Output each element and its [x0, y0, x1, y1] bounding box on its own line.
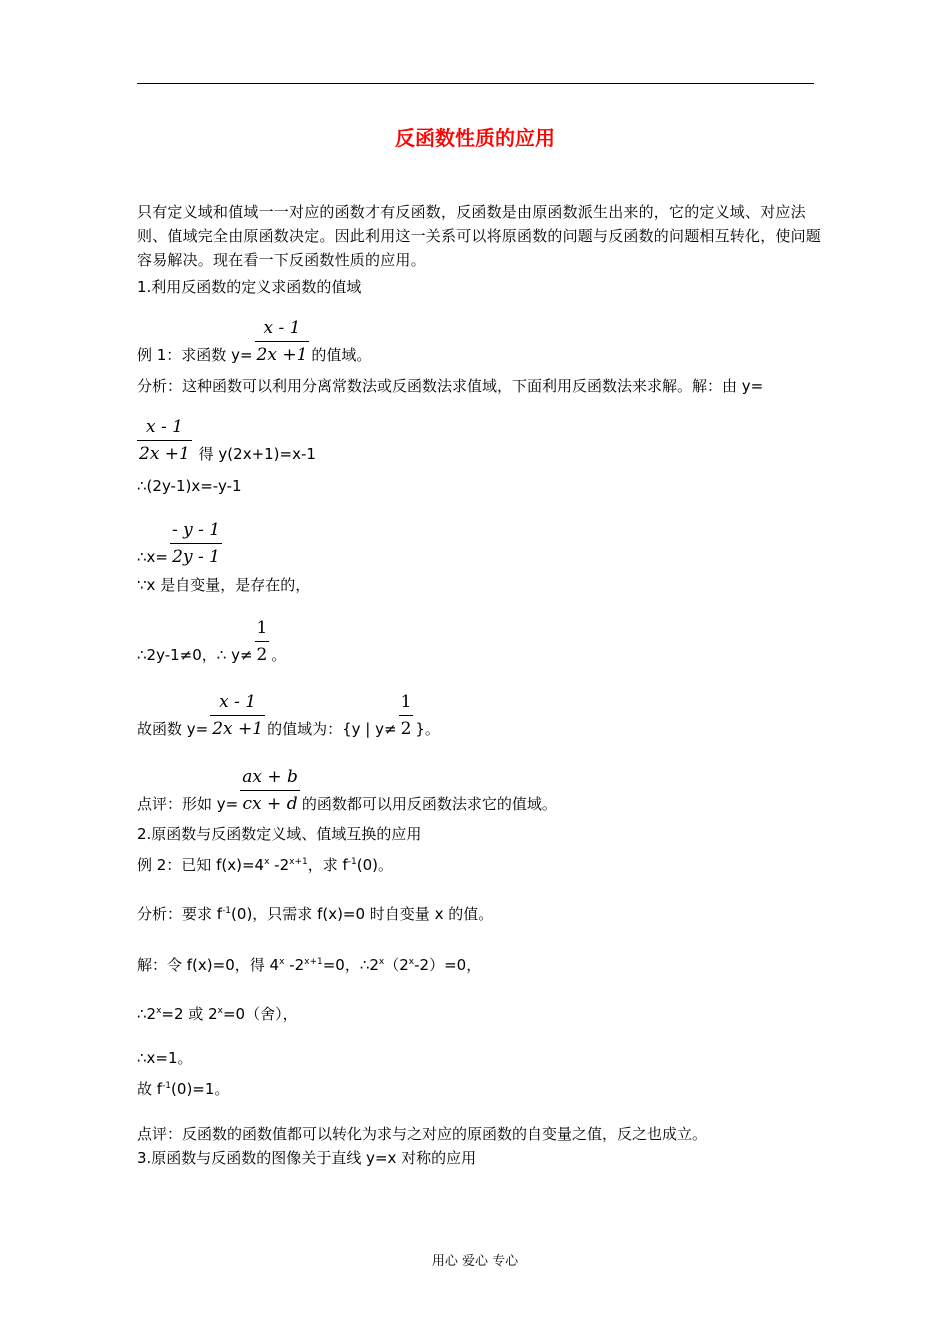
text-fragment: x - 1 [210, 692, 265, 716]
section-2-heading: 2.原函数与反函数定义域、值域互换的应用 [137, 825, 422, 843]
example-1-prefix: 例 1：求函数 y= [137, 346, 253, 364]
conclusion-1 [137, 692, 440, 753]
superscript: -1 [222, 906, 232, 916]
text-fragment: 。 [271, 646, 287, 664]
superscript: x [408, 957, 415, 967]
superscript: -1 [347, 857, 357, 867]
text-fragment: (0)=1。 [171, 1080, 230, 1098]
superscript: x [279, 957, 285, 967]
step-a: ∴(2y-1)x=-y-1 [137, 477, 242, 495]
text-fragment: ，求 f [307, 856, 348, 874]
superscript: x [264, 857, 270, 867]
text-fragment: x - 1 [255, 318, 310, 342]
analysis-2 [137, 904, 493, 927]
text-fragment: -2）=0， [414, 956, 482, 974]
superscript: x [156, 1006, 162, 1016]
text-fragment: 解：令 f(x)=0，得 4 [137, 956, 280, 974]
text-fragment: ∴x= [137, 548, 168, 566]
fraction-ax-plus-b-over-cx-plus-d [240, 767, 300, 814]
intro-paragraph: 只有定义域和值域一一对应的函数才有反函数，反函数是由原函数派生出来的，它的定义域、对应法则、值域完全由原函数决定。因此利用这一关系可以将原函数的问题与反函数的问题相互转化，使问题容易解决。现在看一下反函数性质的应用。 [137, 203, 822, 269]
example-1-suffix: 的值域。 [311, 346, 372, 364]
text-fragment: cx + d [242, 794, 298, 814]
text-fragment: 故 f [137, 1080, 163, 1098]
remark-1 [137, 767, 557, 828]
fraction-one-half-b [399, 692, 414, 739]
text-fragment: - y - 1 [170, 520, 222, 544]
superscript: x+1 [289, 857, 308, 867]
text-fragment: =2 或 2 [161, 1005, 218, 1023]
text-fragment: 故函数 y= [137, 720, 209, 738]
text-fragment: 2x +1 [256, 345, 308, 365]
solution-2-step-b [137, 1004, 298, 1027]
text-fragment: =0（舍）， [222, 1005, 298, 1023]
fraction-x-minus-1-over-2x-plus-1-b [137, 417, 192, 464]
header-rule [137, 83, 814, 84]
solution-2-step-c: ∴x=1。 [137, 1049, 193, 1067]
page-footer: 用心 爱心 专心 [431, 1254, 519, 1269]
text-fragment: （2 [384, 956, 409, 974]
example-1 [137, 318, 372, 379]
text-fragment: 2 [400, 719, 412, 739]
fraction-x-minus-1-over-2x-plus-1 [255, 318, 310, 365]
section-1-heading: 1.利用反函数的定义求函数的值域 [137, 278, 362, 296]
step-d [137, 618, 287, 679]
text-fragment: x - 1 [137, 417, 192, 441]
superscript: x [217, 1006, 223, 1016]
fraction-x-minus-1-over-2x-plus-1-c [210, 692, 265, 739]
solution-2 [137, 955, 481, 978]
text-fragment: 分析：要求 f [137, 905, 223, 923]
analysis-1-continued [137, 417, 316, 478]
solution-2-step-d [137, 1079, 229, 1102]
text-fragment: (0)。 [356, 856, 394, 874]
step-b [137, 520, 224, 581]
page-title: 反函数性质的应用 [395, 126, 555, 150]
text-fragment: 2x +1 [139, 444, 190, 464]
fraction-neg-y-minus-1-over-2y-minus-1 [170, 520, 222, 567]
step-c: ∵x 是自变量，是存在的， [137, 576, 311, 594]
text-fragment: }。 [415, 720, 440, 738]
text-fragment: 2 [256, 645, 268, 665]
text-fragment: =0，∴2 [322, 956, 379, 974]
text-fragment: ∴2y-1≠0，∴ y≠ [137, 646, 253, 664]
example-2 [137, 855, 393, 878]
superscript: x+1 [304, 957, 323, 967]
text-fragment: 2x +1 [212, 719, 264, 739]
analysis-1: 分析：这种函数可以利用分离常数法或反函数法求值域，下面利用反函数法来求解。解：由 y= [137, 377, 764, 395]
text-fragment: -2 [269, 856, 290, 874]
text-fragment: 例 2：已知 f(x)=4 [137, 856, 265, 874]
text-fragment: (0)，只需求 f(x)=0 时自变量 x 的值。 [231, 905, 494, 923]
text-fragment: 的函数都可以用反函数法求它的值域。 [301, 795, 557, 813]
text-fragment: -2 [284, 956, 305, 974]
text-fragment: 1 [399, 692, 414, 716]
text-fragment: ∴2 [137, 1005, 157, 1023]
fraction-one-half [255, 618, 270, 665]
superscript: -1 [162, 1081, 172, 1091]
text-fragment: 2y - 1 [172, 547, 220, 567]
text-fragment: 点评：形如 y= [137, 795, 239, 813]
superscript: x [378, 957, 385, 967]
remark-2: 点评：反函数的函数值都可以转化为求与之对应的原函数的自变量之值，反之也成立。 [137, 1125, 708, 1143]
text-fragment: 的值域为：{y | y≠ [267, 720, 397, 738]
section-3-heading: 3.原函数与反函数的图像关于直线 y=x 对称的应用 [137, 1149, 477, 1167]
analysis-1-equation: 得 y(2x+1)=x-1 [198, 445, 316, 463]
text-fragment: ax + b [240, 767, 300, 791]
text-fragment: 1 [255, 618, 270, 642]
